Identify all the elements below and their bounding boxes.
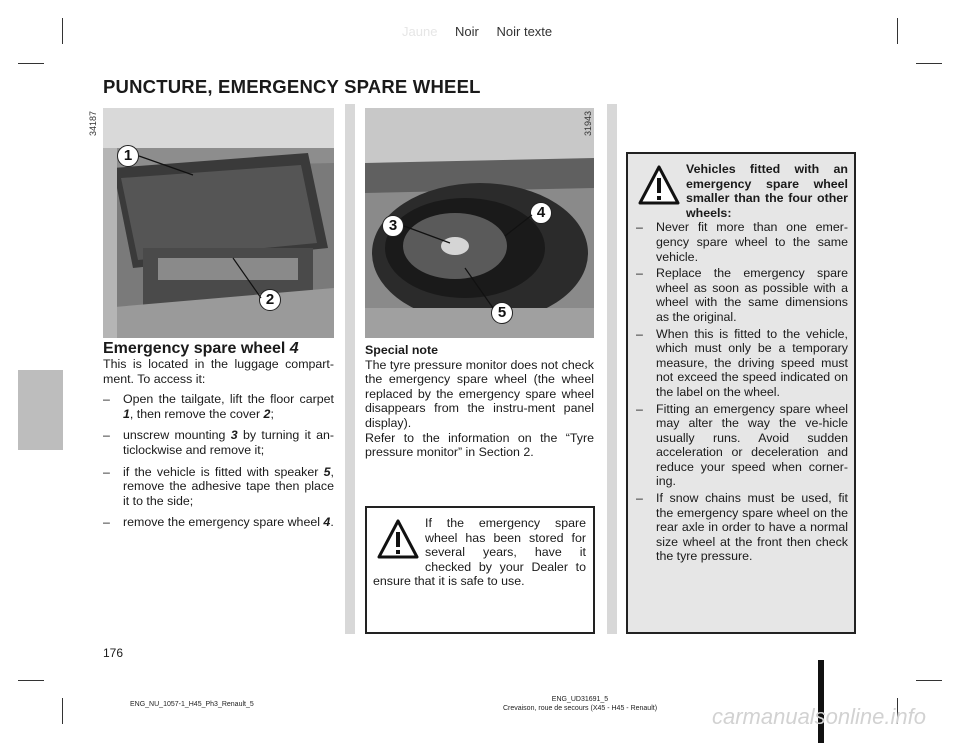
icon-spacer xyxy=(373,516,425,566)
list-dash: – xyxy=(103,464,110,479)
column-divider xyxy=(345,104,355,634)
warning-spare-size-body xyxy=(636,162,848,566)
step-text: , remove the adhesive tape then place it to the side; xyxy=(123,464,334,508)
list-dash: – xyxy=(103,515,110,530)
list-item xyxy=(103,392,334,421)
list-dash: – xyxy=(636,401,643,416)
steps-list xyxy=(103,392,334,530)
step-text: ; xyxy=(270,406,274,421)
step-ref: 3 xyxy=(230,428,238,443)
step-text: Open the tailgate, lift the floor carpet xyxy=(123,392,334,407)
list-dash: – xyxy=(636,491,643,506)
thumb-bar xyxy=(818,660,824,743)
list-item xyxy=(103,515,334,530)
footer-right xyxy=(480,695,680,713)
warning-storage-text: If the emergency spare wheel has been stored for several years, have it checked by your Dealer to ensure that it is safe to use. xyxy=(373,516,586,589)
list-dash: – xyxy=(103,392,110,407)
warning-item-text: Never fit more than one emer-gency spare wheel to the same vehicle. xyxy=(656,220,848,264)
list-item xyxy=(103,428,334,457)
color-label-jaune: Jaune xyxy=(402,24,438,39)
list-dash: – xyxy=(636,326,643,341)
crop-mark xyxy=(18,63,44,64)
warning-list xyxy=(636,220,848,564)
color-label-noir-texte: Noir texte xyxy=(496,24,553,39)
callout-leader-lines xyxy=(103,108,334,338)
step-text: . xyxy=(330,515,334,530)
photo-luggage-compartment xyxy=(103,108,334,338)
footer-right-line1: ENG_UD31691_5 xyxy=(551,696,609,703)
crop-mark xyxy=(916,680,942,681)
special-note-paragraph: Refer to the information on the “Tyre pressure monitor” in Section 2. xyxy=(365,430,594,460)
warning-spare-size-title: Vehicles fitted with an emergency spare wheel smaller than the four other wheels: xyxy=(686,162,848,220)
warning-item-text: Replace the emergency spare wheel as soon as possible with a wheel with the same dimensions as the original. xyxy=(656,266,848,324)
special-note-title: Special note xyxy=(365,343,438,357)
warning-item-text: If snow chains must be used, fit the emergency spare wheel on the rear axle in order to have a normal size wheel at the front then check the tyre pressure. xyxy=(656,491,848,564)
print-color-labels xyxy=(402,24,566,39)
warning-item-text: When this is fitted to the vehicle, which must only be a temporary measure, the driving speed must not exceed the speed indicated on the label on the wheel. xyxy=(656,326,848,399)
section-side-tab xyxy=(18,370,63,450)
section-title-text: Emergency spare wheel xyxy=(103,340,286,357)
list-item xyxy=(103,465,334,509)
list-item xyxy=(636,220,848,264)
list-item xyxy=(636,327,848,400)
callout-5: 5 xyxy=(491,302,513,324)
section-title xyxy=(103,340,299,358)
section-body xyxy=(103,357,334,537)
step-text: unscrew mounting xyxy=(123,428,231,443)
footer-left: ENG_NU_1057-1_H45_Ph3_Renault_5 xyxy=(130,701,254,708)
special-note-paragraph: The tyre pressure monitor does not check the emergency spare wheel (the wheel replaced by the emergency spare wheel disappears from the instru-ment panel display). xyxy=(365,357,594,430)
step-ref: 4 xyxy=(323,515,331,530)
step-text: , then remove the cover xyxy=(129,406,264,421)
crop-mark xyxy=(62,698,63,724)
crop-mark xyxy=(18,680,44,681)
list-dash: – xyxy=(103,428,110,443)
page-title: PUNCTURE, EMERGENCY SPARE WHEEL xyxy=(103,76,481,97)
warning-box-storage xyxy=(365,506,595,634)
watermark: carmanualsonline.info xyxy=(711,704,926,729)
photo-spare-wheel-well xyxy=(365,108,594,338)
step-ref: 5 xyxy=(323,464,331,479)
color-label-noir: Noir xyxy=(455,24,479,39)
crop-mark xyxy=(916,63,942,64)
callout-1: 1 xyxy=(117,145,139,167)
callout-3: 3 xyxy=(382,215,404,237)
callout-4: 4 xyxy=(530,202,552,224)
page-number: 176 xyxy=(103,646,124,660)
crop-mark xyxy=(62,18,63,44)
warning-box-spare-size xyxy=(626,152,856,634)
icon-spacer xyxy=(636,162,686,218)
warning-item-text: Fitting an emergency spare wheel may alter the way the ve-hicle usually runs. Avoid sudden acceleration or deceleration and reduce your speed when corner-ing. xyxy=(656,401,848,489)
step-text: by turning it an-ticlockwise and remove it; xyxy=(123,428,334,457)
step-text: if the vehicle is fitted with speaker xyxy=(123,464,324,479)
list-dash: – xyxy=(636,220,643,235)
list-item xyxy=(636,402,848,490)
step-ref: 1 xyxy=(123,406,130,421)
callout-leader-lines xyxy=(365,108,594,338)
special-note xyxy=(365,343,594,460)
photo-code-left: 34187 xyxy=(88,110,98,136)
crop-mark xyxy=(897,18,898,44)
list-item xyxy=(636,491,848,564)
step-ref: 2 xyxy=(263,406,271,421)
callout-2: 2 xyxy=(259,289,281,311)
footer-right-line2: Crevaison, roue de secours (X45 - H45 - Renault) xyxy=(502,705,658,712)
list-dash: – xyxy=(636,266,643,281)
list-item xyxy=(636,266,848,324)
warning-storage-text-wrap xyxy=(373,516,586,589)
section-title-ref: 4 xyxy=(289,340,299,357)
column-divider xyxy=(607,104,617,634)
photo-code-middle: 31943 xyxy=(583,110,593,136)
step-text: remove the emergency spare wheel xyxy=(123,515,324,530)
section-intro: This is located in the luggage compart-ment. To access it: xyxy=(103,357,334,386)
